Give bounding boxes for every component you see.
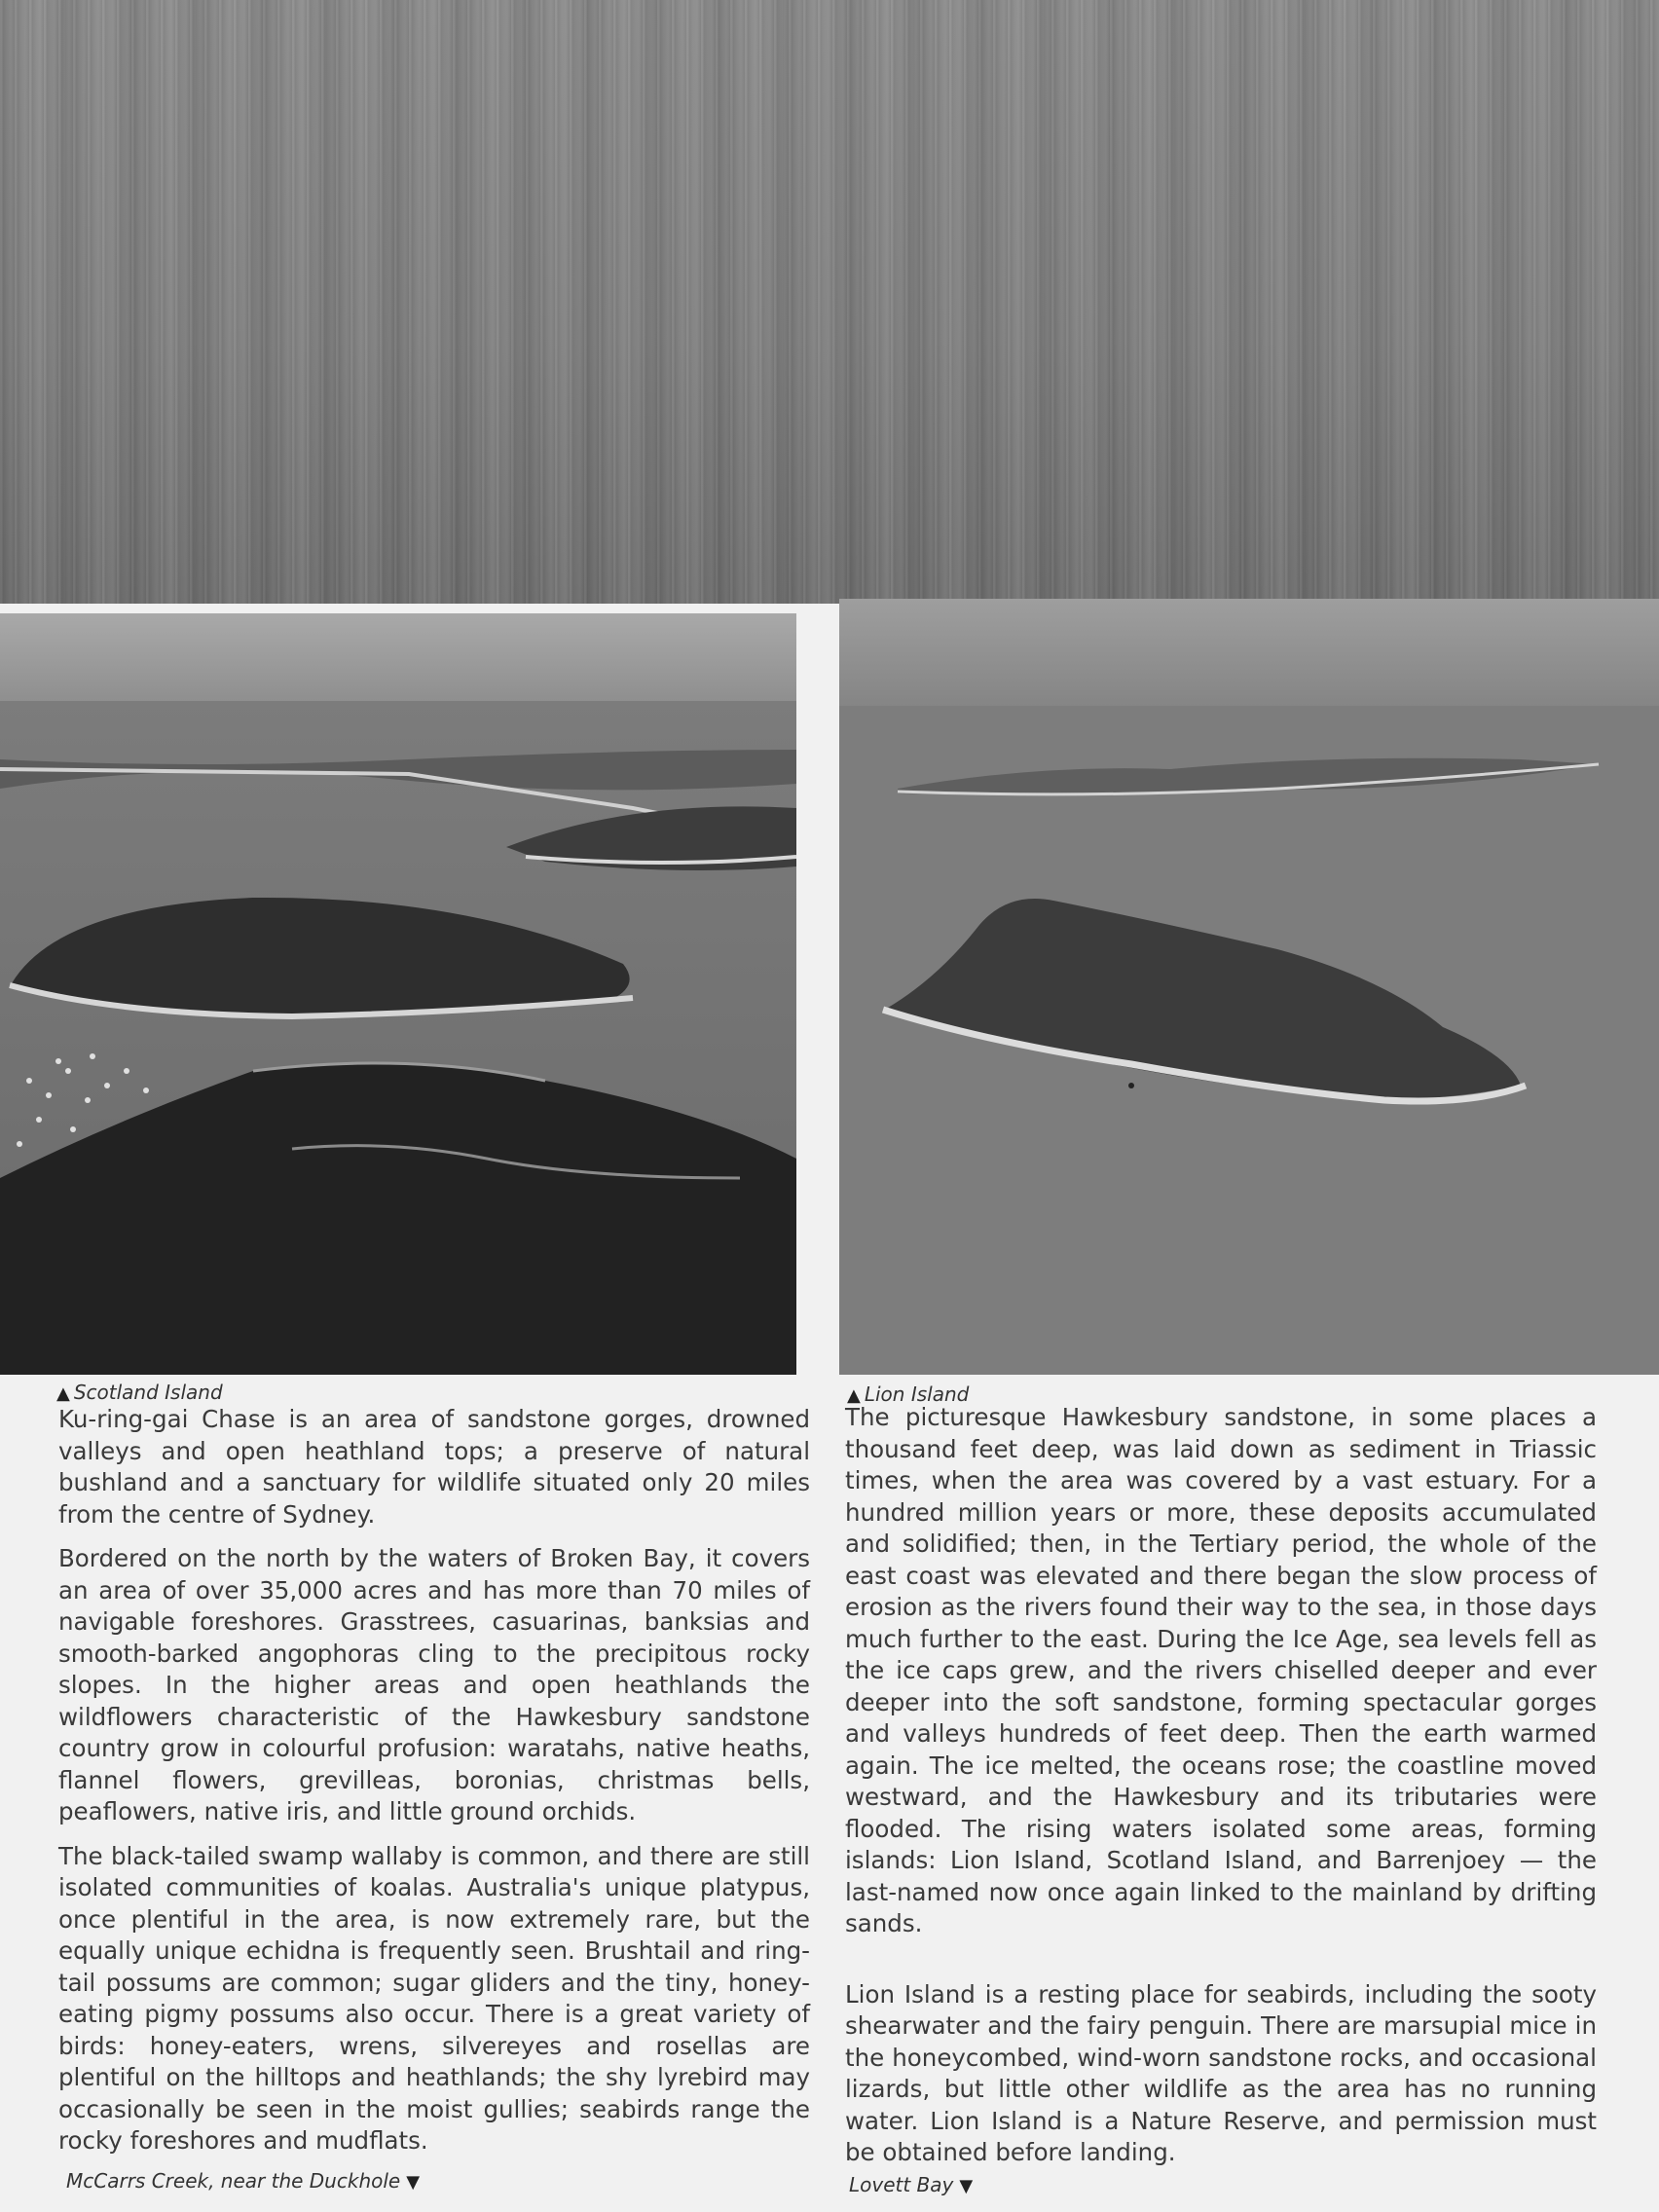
up-triangle-icon: ▲ — [847, 1385, 861, 1406]
paragraph: The picturesque Hawkesbury sandstone, in some places a thousand feet deep, was laid down as sediment in Triassic times, when the area was covered by a vast estuary. For a hundred million years or more, these deposits accumulated and solidified; then, in the Tertiary period, the whole of the east coast was elevated and there began the slow process of erosion as the rivers found their way to the sea, in those days much further to the east. During the Ice Age, sea levels fell as the ice caps grew, and the rivers chiselled deeper and ever deeper into the soft sandstone, forming spectacular gorges and valleys hundreds of feet deep. Then the earth warmed again. The ice melted, the oceans rose; the coastline moved westward, and the Hawkesbury and its tributaries were flooded. The rising waters isolated some areas, forming islands: Lion Island, Scotland Island, and Barrenjoey — the last-named now once again linked to the mainland by drifting sands. — [845, 1403, 1597, 1937]
right-text-column — [845, 1402, 1597, 2182]
left-text-column — [58, 1404, 810, 2170]
paragraph: Ku-ring-gai Chase is an area of sandstone gorges, drowned valleys and open heathland tops; a preserve of natural bushland and a sanctuary for wildlife situated only 20 miles from the centre of Sydney. — [58, 1405, 810, 1529]
lion-island-photo — [839, 599, 1659, 1375]
wood-background — [0, 0, 1659, 623]
caption-mccarrs-creek: McCarrs Creek, near the Duckhole ▼ — [66, 2169, 421, 2193]
paragraph: The black-tailed swamp wallaby is common, and there are still isolated communities of koalas. Australia's unique platypus, once plentiful in the area, is now extremely rare, but the equally unique echidna is frequently seen. Brushtail and ring-tail possums are common; sugar gliders and the tiny, honey-eating pigmy possums also occur. There is a great variety of birds: honey-eaters, wrens, silvereyes and rosellas are plentiful on the hilltops and heathlands; the shy lyrebird may occasionally be seen in the moist gullies; seabirds range the rocky foreshores and mudflats. — [58, 1841, 810, 2155]
caption-lovett-bay: Lovett Bay ▼ — [849, 2173, 974, 2196]
up-triangle-icon: ▲ — [56, 1383, 70, 1404]
paragraph: Lion Island is a resting place for seabirds, including the sooty shearwater and the fairy penguin. There are marsupial mice in the honeycombed, wind-worn sandstone rocks, and occasional lizards, but little other wildlife as the area has no running water. Lion Island is a Nature Reserve, and permission must be obtained before landing. — [845, 1979, 1597, 2166]
caption-scotland-island: ▲ Scotland Island — [56, 1381, 223, 1404]
down-triangle-icon: ▼ — [406, 2172, 421, 2193]
paragraph: Bordered on the north by the waters of Broken Bay, it covers an area of over 35,000 acres and has more than 70 miles of navigable foreshores. Grasstrees, casuarinas, banksias and smooth-barked angophoras cling to the precipitous rocky slopes. In the higher areas and open heathlands the wildflowers characteristic of the Hawkesbury sandstone country grow in colourful profusion: waratahs, native heaths, flannel flowers, grevilleas, boronias, christmas bells, peaflowers, native iris, and little ground orchids. — [58, 1544, 810, 1825]
caption-lion-island: ▲ Lion Island — [847, 1382, 970, 1406]
scotland-island-photo — [0, 613, 796, 1375]
down-triangle-icon: ▼ — [959, 2176, 974, 2196]
